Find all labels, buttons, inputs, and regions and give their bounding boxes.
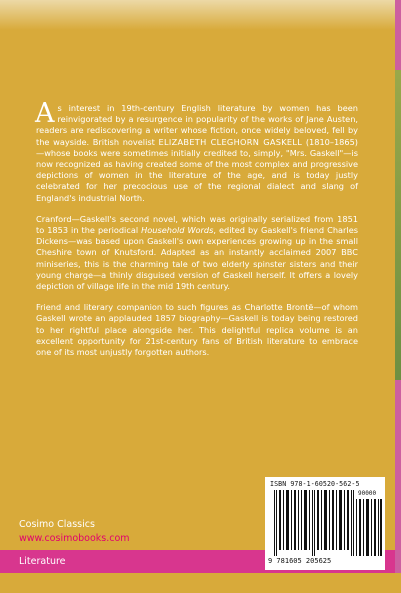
publisher-name: Cosimo Classics bbox=[19, 519, 95, 530]
top-fade-band bbox=[0, 0, 401, 30]
bottom-band bbox=[0, 573, 401, 593]
barcode-digits: 9 781605 205625 bbox=[268, 557, 332, 565]
blurb-text bbox=[35, 98, 358, 368]
blurb-paragraph-3: Friend and literary companion to such figures as Charlotte Brontë—of whom Gaskell wrote an applauded 1857 biography—Gaskell is today being restored to her rightful place alongside her. This delightful replica volume is an excellent opportunity for 21st-century fans of British literature to embrace one of its most unjustly forgotten authors. bbox=[36, 302, 358, 358]
drop-cap: A bbox=[35, 98, 55, 129]
publisher-website-link[interactable]: www.cosimobooks.com bbox=[19, 533, 130, 544]
addon-barcode-icon bbox=[356, 499, 382, 556]
blurb-paragraph-1 bbox=[35, 98, 358, 204]
barcode-icon bbox=[274, 490, 354, 556]
price-addon-text: 90000 bbox=[358, 490, 377, 497]
blurb-p1-end: (1810–1865)—whose books were sometimes initially credited to, simply, "Mrs. Gaskell"—is now recognized as having created some of the most complex and progressive depictions of women in the literature of the age, and is today justly celebrated for her precocious use of the regional dialect and slang of England's industrial North. bbox=[36, 136, 358, 203]
blurb-paragraph-2 bbox=[36, 214, 358, 292]
spine-edge-image-strip bbox=[395, 70, 401, 380]
periodical-title: Household Words bbox=[141, 225, 214, 236]
blurb-p2-start: Cranford—Gaskell's second novel, which was originally serialized from 1851 to 1853 in the periodical bbox=[36, 213, 358, 236]
isbn-text: ISBN 978-1-60520-562-5 bbox=[270, 480, 360, 488]
blurb-p2-end: , edited by Gaskell's friend Charles Dickens—was based upon Gaskell's own experiences growing up in the small Cheshire town of Knutsford. Adapted as an instantly acclaimed 2007 BBC miniseries, this is the charming tale of two elderly spinster sisters and their young charge—a thinly disguised version of Gaskell herself. It offers a lovely depiction of village life in the mid 19th century. bbox=[36, 225, 358, 292]
genre-label: Literature bbox=[19, 556, 66, 567]
blurb-p1-start: s interest in 19th-century English literature by women has been reinvigorated by a resurgence in popularity of the works of Jane Austen, readers are rediscovering a writer whose fiction, once widely beloved, fell by the wayside. British novelist bbox=[36, 103, 358, 147]
author-name: ELIZABETH CLEGHORN GASKELL bbox=[158, 136, 303, 147]
